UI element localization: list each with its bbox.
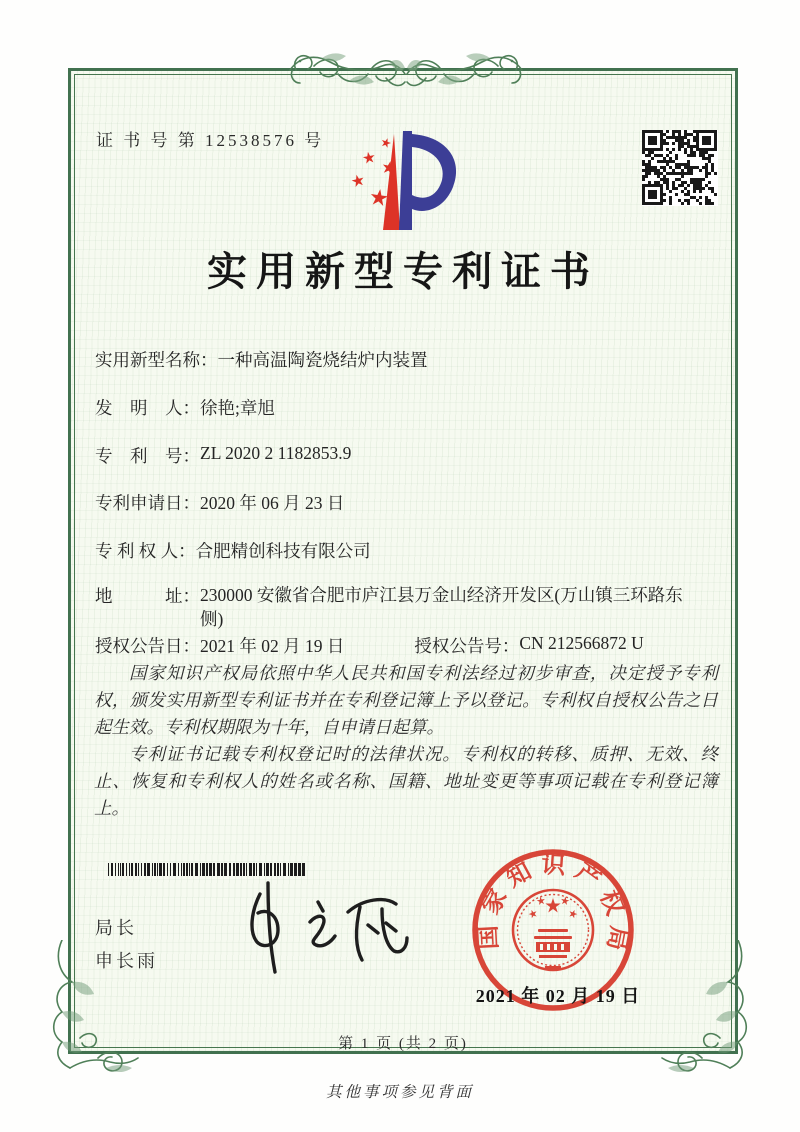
director-name: 申长雨 xyxy=(95,951,158,971)
legal-paragraph-1: 国家知识产权局依照中华人民共和国专利法经过初步审查，决定授予专利权，颁发实用新型专利证书并在专利登记簿上予以登记。专利权自授权公告之日起生效。专利权期限为十年，自申请日起算。 xyxy=(94,663,718,737)
field-value: ZL 2020 2 1182853.9 xyxy=(200,443,352,463)
field-label: 地 址： xyxy=(95,586,200,606)
qr-code xyxy=(642,130,718,206)
legal-paragraph-2: 专利证书记载专利权登记时的法律状况。专利权的转移、质押、无效、终止、恢复和专利权人的姓名或名称、国籍、地址变更等事项记载在专利登记簿上。 xyxy=(94,744,718,818)
field-utility-model-name xyxy=(95,347,428,372)
field-value: 徐艳;章旭 xyxy=(200,398,275,418)
cnipa-logo-icon xyxy=(333,110,473,238)
national-emblem-icon xyxy=(528,896,579,970)
field-label: 专利申请日： xyxy=(95,493,200,513)
director-signature xyxy=(222,880,422,980)
bottom-right-flourish-icon xyxy=(658,940,750,1072)
top-dragon-flourish-icon xyxy=(286,44,526,98)
certificate-number: 证 书 号 第 12538576 号 xyxy=(96,131,325,150)
bottom-left-flourish-icon xyxy=(50,940,142,1072)
field-label: 实用新型名称： xyxy=(95,350,218,370)
field-value: CN 212566872 U xyxy=(519,633,644,653)
field-value: 一种高温陶瓷烧结炉内装置 xyxy=(217,350,428,370)
seal-agency-text: 国家知识产权局 xyxy=(475,852,632,961)
seal-date: 2021 年 02 月 19 日 xyxy=(475,986,641,1006)
field-value: 2020 年 06 月 23 日 xyxy=(200,493,345,513)
field-label: 专 利 号： xyxy=(95,446,200,466)
page-number: 第 1 页 (共 2 页) xyxy=(338,1036,468,1052)
field-label: 授权公告号： xyxy=(414,636,520,656)
field-filing-date xyxy=(95,490,344,515)
field-value: 230000 安徽省合肥市庐江县万金山经济开发区(万山镇三环路东侧) xyxy=(200,585,683,629)
field-label: 发 明 人： xyxy=(95,398,200,418)
field-inventor xyxy=(95,395,275,420)
certificate-title: 实用新型专利证书 xyxy=(207,249,599,294)
field-label: 授权公告日： xyxy=(95,636,200,656)
field-value: 2021 年 02 月 19 日 xyxy=(200,636,345,656)
director-title: 局长 xyxy=(95,918,137,938)
field-patentee xyxy=(95,538,371,563)
barcode xyxy=(108,863,308,877)
back-side-note: 其他事项参见背面 xyxy=(325,1084,474,1101)
field-grant-info xyxy=(95,633,644,658)
field-value: 合肥精创科技有限公司 xyxy=(195,541,371,561)
field-label: 专 利 权 人： xyxy=(95,541,196,561)
legal-text xyxy=(94,660,718,822)
field-address xyxy=(95,583,705,631)
field-patent-number xyxy=(95,443,351,468)
